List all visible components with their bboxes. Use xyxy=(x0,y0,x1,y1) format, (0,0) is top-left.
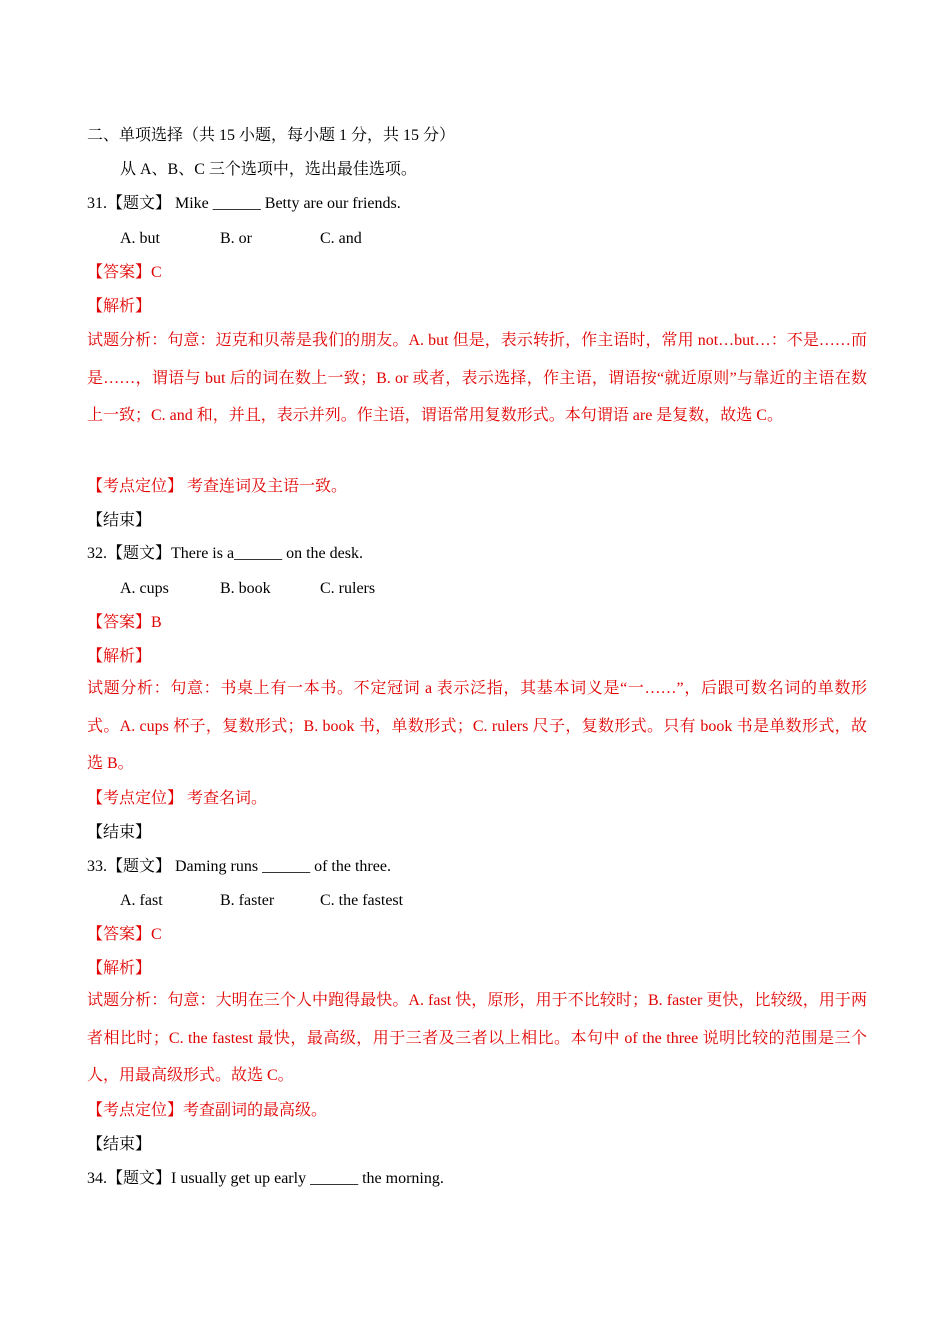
question-31-answer: 【答案】C xyxy=(87,264,162,281)
option-b: B. faster xyxy=(220,892,275,909)
question-33-answer: 【答案】C xyxy=(87,926,162,943)
option-b: B. or xyxy=(220,230,252,247)
option-a: A. cups xyxy=(120,580,169,597)
question-31-analysis: 试题分析：句意：迈克和贝蒂是我们的朋友。A. but 但是，表示转折，作主语时，常用 not…but…：不是……而是……，谓语与 but 后的词在数上一致；B. or 或者，表示选择，作主语，谓语按“就近原则”与靠近的主语在数上一致；C. and 和，并且，表示并列。作主语，谓语常用复数形式。本句谓语 are 是复数，故选 C。 xyxy=(87,332,867,424)
question-32-analysis-label: 【解析】 xyxy=(87,648,152,665)
question-31-analysis-label: 【解析】 xyxy=(87,298,152,315)
question-32-analysis: 试题分析：句意：书桌上有一本书。不定冠词 a 表示泛指，其基本词义是“一……”，后跟可数名词的单数形式。A. cups 杯子，复数形式；B. book 书，单数形式；C. rulers 尺子，复数形式。只有 book 书是单数形式，故选 B。 xyxy=(87,680,867,772)
question-33-focus: 【考点定位】考查副词的最高级。 xyxy=(87,1102,328,1119)
question-32-options xyxy=(120,579,420,599)
option-c: C. the fastest xyxy=(320,892,404,909)
question-31-stem: 31.【题文】 Mike ______ Betty are our friends. xyxy=(87,195,401,212)
question-33-end: 【结束】 xyxy=(87,1136,152,1153)
question-31-options xyxy=(120,229,420,249)
question-33-options xyxy=(120,891,420,911)
option-a: A. fast xyxy=(120,892,163,909)
question-33-analysis: 试题分析：句意：大明在三个人中跑得最快。A. fast 快，原形，用于不比较时；B. faster 更快，比较级，用于两者相比时；C. the fastest 最快，最高级，用于三者及三者以上相比。本句中 of the three 说明比较的范围是三个人，用最高级形式。故选 C。 xyxy=(87,992,867,1084)
section-title: 二、单项选择（共 15 小题，每小题 1 分，共 15 分） xyxy=(87,127,456,144)
question-32-focus: 【考点定位】 考查名词。 xyxy=(87,790,268,807)
question-32-stem: 32.【题文】There is a______ on the desk. xyxy=(87,545,363,562)
question-34-stem: 34.【题文】I usually get up early ______ the morning. xyxy=(87,1170,444,1187)
option-a: A. but xyxy=(120,230,160,247)
option-b: B. book xyxy=(220,580,271,597)
option-c: C. and xyxy=(320,230,362,247)
question-31-end: 【结束】 xyxy=(87,512,152,529)
section-instruction: 从 A、B、C 三个选项中，选出最佳选项。 xyxy=(120,161,417,178)
question-31-focus: 【考点定位】 考查连词及主语一致。 xyxy=(87,478,348,495)
question-32-end: 【结束】 xyxy=(87,824,152,841)
question-33-analysis-label: 【解析】 xyxy=(87,960,152,977)
question-33-stem: 33.【题文】 Daming runs ______ of the three. xyxy=(87,858,391,875)
question-32-answer: 【答案】B xyxy=(87,614,162,631)
option-c: C. rulers xyxy=(320,580,376,597)
